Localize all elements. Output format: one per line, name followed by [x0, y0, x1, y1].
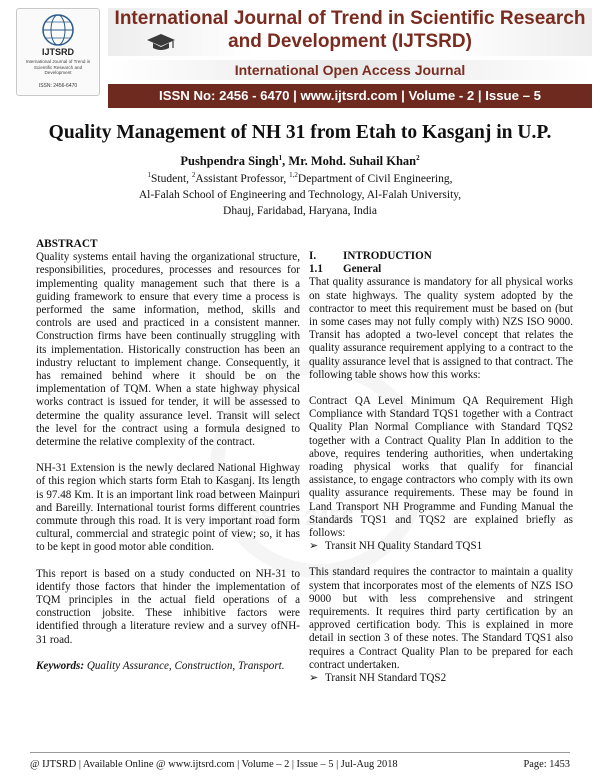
affiliation-line: Dhauj, Faridabad, Haryana, India	[223, 205, 377, 217]
intro-paragraph: That quality assurance is mandatory for all physical works on state highways. The quality system adopted by the contractor to meet this requirement must be based on (but in some cases may not fully comply with) NZS ISO 9000. Transit has adopted a two-level concept that relates the quality assurance requirement applying to a contract to the quality assurance level that is assigned to that contract. The following table shows how this works:	[309, 276, 573, 381]
author-name: Pushpendra Singh	[180, 154, 279, 168]
affiliation-line	[0, 171, 600, 187]
bullet-text: Transit NH Quality Standard TQS1	[325, 540, 483, 553]
author-sup: 2	[416, 153, 420, 162]
logo-subtitle: International Journal of Trend in Scientific Research and Development	[25, 59, 91, 76]
logo-name: IJTSRD	[41, 47, 74, 57]
subsection-number: 1.1	[309, 263, 323, 276]
right-column	[309, 250, 573, 685]
affiliation-line: Al-Falah School of Engineering and Technology, Al-Falah University,	[138, 189, 462, 201]
bullet-item	[309, 672, 573, 685]
abstract-paragraph: This report is based on a study conducted on NH-31 to identify those factors that hinder the implementation of TQM principles in the actual field operations of a construction jobsite. These inhibitive factors were identified through a literature review and a survey ofNH-31 road.	[36, 567, 300, 646]
keywords-text: Quality Assurance, Construction, Transport.	[84, 659, 285, 672]
author-separator: ,	[282, 154, 289, 168]
logo-issn: ISSN: 2456-6470	[38, 83, 78, 89]
affil-text: Department of Civil Engineering,	[297, 173, 453, 185]
page-number: Page: 1453	[523, 759, 570, 770]
subsection-title: General	[343, 263, 382, 276]
abstract-heading: ABSTRACT	[36, 238, 98, 250]
bullet-arrow-icon: ➢	[309, 540, 319, 553]
author-line	[0, 154, 600, 169]
intro-paragraph: Contract QA Level Minimum QA Requirement High Compliance with Standard TQS1 together with a Contract Quality Plan Normal Compliance with Standard TQS2 together with a Contract Quality Plan In addition to the above, requires tendering authorities, when undertaking roading physical works that qualify for financial assistance, to engage contractors who comply with its own quality assurance requirements. These may be found in Land Transport NH Programme and Funding Manual the Standards TQS1 and TQS2 are explained briefly as follows:	[309, 395, 573, 540]
bullet-text: Transit NH Standard TQS2	[325, 672, 447, 685]
issn-bar: ISSN No: 2456 - 6470 | www.ijtsrd.com | Volume - 2 | Issue – 5	[108, 84, 592, 108]
author-name: Mr. Mohd. Suhail Khan	[288, 154, 417, 168]
paper-title: Quality Management of NH 31 from Etah to Kasganj in U.P.	[48, 122, 552, 143]
journal-header	[0, 0, 600, 108]
affil-sup: 1,2	[289, 171, 298, 180]
journal-logo	[16, 8, 100, 96]
abstract-paragraph: NH-31 Extension is the newly declared National Highway of this region which starts form Etah to Kasganj. Its length is 97.48 Km. It is an important link road between Mainpuri and Bareilly. International tourist forms different countries commute through this road. It is very important road form cultural, commercial and strategic point of view; so, it has to be kept in good motor able condition.	[36, 462, 300, 554]
intro-paragraph: This standard requires the contractor to maintain a quality system that incorporates most of the elements of NZS ISO 9000 but with less comprehensive and stringent requirements. It requires third party certification by an approved certification body. This is explained in more detail in section 3 of these notes. The Standard TQS1 also requires a Contract Quality Plan to be prepared for each contract undertaken.	[309, 566, 573, 671]
left-column	[36, 238, 300, 673]
footer-citation: @ IJTSRD | Available Online @ www.ijtsrd.com | Volume – 2 | Issue – 5 | Jul-Aug 2018	[30, 759, 398, 770]
abstract-paragraph: Quality systems entail having the organizational structure, responsibilities, procedures, processes and resources for implementing quality management such that there is a guiding framework to ensure that every time a process is performed the same information, method, skills and controls are used and practiced in a consistent manner. Construction firms have been continually struggling with its implementation. Historically construction has been an industry reluctant to implement change. Consequently, it has remained behind where it should be on the implementation of TQM. When a state highway physical works contract is issued for tender, it will be assessed to determine the quality assurance level. Transit will select the level for the contract using a formula designed to determine the relative complexity of the contract.	[36, 251, 300, 449]
bullet-arrow-icon: ➢	[309, 672, 319, 685]
open-access-label: International Open Access Journal	[108, 60, 592, 80]
affil-text: Assistant Professor,	[195, 173, 290, 185]
bullet-item	[309, 540, 573, 553]
author-sup: 1	[278, 153, 283, 162]
affil-sup: 2	[191, 171, 196, 180]
keywords	[36, 660, 300, 673]
section-heading	[309, 250, 573, 263]
keywords-label: Keywords:	[36, 659, 85, 672]
footer-divider	[30, 752, 570, 753]
affiliation	[0, 171, 600, 219]
journal-title: International Journal of Trend in Scientific Research and Development (IJTSRD)	[114, 8, 586, 52]
subsection-heading	[309, 263, 573, 276]
globe-icon	[26, 13, 90, 47]
section-title: INTRODUCTION	[343, 250, 432, 262]
affil-text: Student,	[151, 173, 192, 185]
affil-sup: 1	[147, 171, 151, 180]
section-number: I.	[309, 250, 317, 262]
page-footer	[30, 757, 570, 773]
watermark-text: ISSN: 2456	[240, 505, 354, 530]
